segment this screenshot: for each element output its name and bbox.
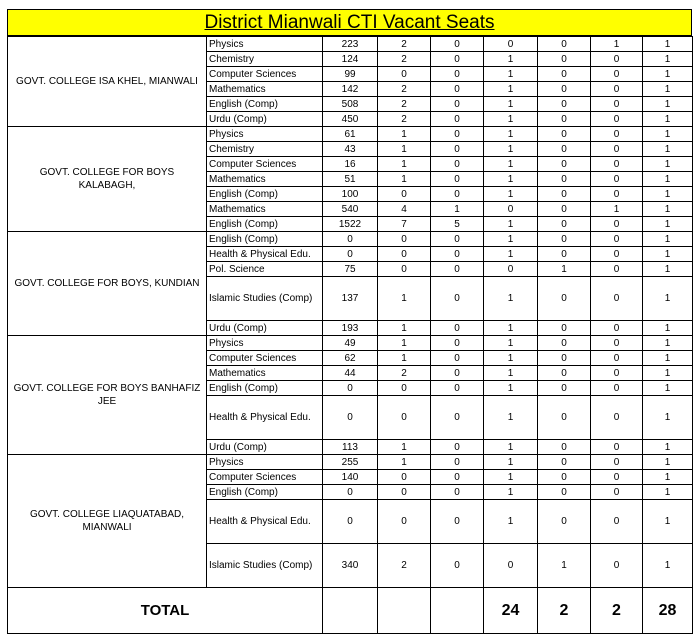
value-cell-c1: 16 <box>323 157 378 172</box>
value-cell-c7: 1 <box>643 202 693 217</box>
value-cell-c7: 1 <box>643 157 693 172</box>
value-cell-c3: 0 <box>431 455 484 470</box>
value-cell-c7: 1 <box>643 97 693 112</box>
table-row <box>8 37 693 52</box>
college-name: GOVT. COLLEGE FOR BOYS KALABAGH, <box>8 127 207 232</box>
value-cell-c3: 0 <box>431 336 484 351</box>
value-cell-c2: 0 <box>378 381 431 396</box>
value-cell-c3: 0 <box>431 97 484 112</box>
value-cell-c6: 0 <box>591 500 643 544</box>
value-cell-c1: 193 <box>323 321 378 336</box>
value-cell-c3: 0 <box>431 440 484 455</box>
value-cell-c2: 0 <box>378 500 431 544</box>
value-cell-c2: 2 <box>378 37 431 52</box>
value-cell-c4: 1 <box>484 247 538 262</box>
value-cell-c7: 1 <box>643 381 693 396</box>
value-cell-c4: 1 <box>484 396 538 440</box>
value-cell-c4: 1 <box>484 52 538 67</box>
value-cell-c5: 0 <box>538 142 591 157</box>
value-cell-c2: 0 <box>378 247 431 262</box>
subject-cell: English (Comp) <box>207 381 323 396</box>
subject-cell: Islamic Studies (Comp) <box>207 277 323 321</box>
value-cell-c3: 0 <box>431 172 484 187</box>
value-cell-c2: 1 <box>378 336 431 351</box>
value-cell-c7: 1 <box>643 485 693 500</box>
college-name: GOVT. COLLEGE FOR BOYS, KUNDIAN <box>8 232 207 336</box>
subject-cell: Urdu (Comp) <box>207 440 323 455</box>
value-cell-c6: 0 <box>591 247 643 262</box>
value-cell-c7: 1 <box>643 172 693 187</box>
subject-cell: Physics <box>207 37 323 52</box>
value-cell-c1: 61 <box>323 127 378 142</box>
value-cell-c1: 0 <box>323 485 378 500</box>
value-cell-c2: 0 <box>378 396 431 440</box>
value-cell-c2: 1 <box>378 440 431 455</box>
value-cell-c4: 1 <box>484 470 538 485</box>
value-cell-c7: 1 <box>643 127 693 142</box>
table-row <box>8 455 693 470</box>
total-value-c4: 24 <box>484 588 538 634</box>
value-cell-c1: 140 <box>323 470 378 485</box>
value-cell-c6: 0 <box>591 82 643 97</box>
subject-cell: Urdu (Comp) <box>207 321 323 336</box>
value-cell-c7: 1 <box>643 366 693 381</box>
value-cell-c5: 0 <box>538 187 591 202</box>
value-cell-c5: 0 <box>538 366 591 381</box>
value-cell-c3: 0 <box>431 187 484 202</box>
value-cell-c5: 0 <box>538 470 591 485</box>
college-name: GOVT. COLLEGE FOR BOYS BANHAFIZ JEE <box>8 336 207 455</box>
value-cell-c3: 0 <box>431 112 484 127</box>
value-cell-c6: 0 <box>591 67 643 82</box>
value-cell-c7: 1 <box>643 351 693 366</box>
value-cell-c5: 0 <box>538 37 591 52</box>
value-cell-c4: 1 <box>484 127 538 142</box>
value-cell-c5: 0 <box>538 97 591 112</box>
subject-cell: Mathematics <box>207 82 323 97</box>
value-cell-c1: 450 <box>323 112 378 127</box>
value-cell-c1: 0 <box>323 247 378 262</box>
subject-cell: Physics <box>207 336 323 351</box>
value-cell-c4: 1 <box>484 366 538 381</box>
value-cell-c1: 137 <box>323 277 378 321</box>
value-cell-c5: 0 <box>538 67 591 82</box>
sheet-title <box>7 9 692 36</box>
value-cell-c7: 1 <box>643 82 693 97</box>
value-cell-c1: 142 <box>323 82 378 97</box>
subject-cell: English (Comp) <box>207 485 323 500</box>
value-cell-c4: 1 <box>484 67 538 82</box>
value-cell-c5: 0 <box>538 52 591 67</box>
table-row <box>8 336 693 351</box>
value-cell-c1: 75 <box>323 262 378 277</box>
value-cell-c3: 0 <box>431 232 484 247</box>
value-cell-c3: 0 <box>431 351 484 366</box>
value-cell-c7: 1 <box>643 544 693 588</box>
value-cell-c2: 0 <box>378 187 431 202</box>
value-cell-c7: 1 <box>643 277 693 321</box>
value-cell-c6: 0 <box>591 366 643 381</box>
value-cell-c5: 1 <box>538 544 591 588</box>
value-cell-c5: 0 <box>538 82 591 97</box>
value-cell-c2: 2 <box>378 366 431 381</box>
total-value-c7: 28 <box>643 588 693 634</box>
subject-cell: Mathematics <box>207 366 323 381</box>
value-cell-c1: 340 <box>323 544 378 588</box>
value-cell-c4: 1 <box>484 157 538 172</box>
value-cell-c3: 0 <box>431 381 484 396</box>
value-cell-c3: 0 <box>431 396 484 440</box>
value-cell-c4: 1 <box>484 500 538 544</box>
value-cell-c1: 223 <box>323 37 378 52</box>
subject-cell: English (Comp) <box>207 232 323 247</box>
value-cell-c6: 0 <box>591 127 643 142</box>
value-cell-c6: 0 <box>591 336 643 351</box>
value-cell-c2: 1 <box>378 321 431 336</box>
value-cell-c2: 1 <box>378 277 431 321</box>
value-cell-c5: 0 <box>538 455 591 470</box>
value-cell-c3: 0 <box>431 142 484 157</box>
subject-cell: Computer Sciences <box>207 470 323 485</box>
value-cell-c2: 1 <box>378 157 431 172</box>
value-cell-c4: 1 <box>484 440 538 455</box>
value-cell-c2: 2 <box>378 52 431 67</box>
value-cell-c2: 2 <box>378 112 431 127</box>
value-cell-c4: 0 <box>484 37 538 52</box>
subject-cell: Pol. Science <box>207 262 323 277</box>
value-cell-c6: 1 <box>591 202 643 217</box>
value-cell-c3: 0 <box>431 247 484 262</box>
value-cell-c4: 0 <box>484 202 538 217</box>
table-body <box>8 37 693 634</box>
value-cell-c5: 0 <box>538 485 591 500</box>
value-cell-c2: 2 <box>378 97 431 112</box>
subject-cell: Chemistry <box>207 142 323 157</box>
subject-cell: English (Comp) <box>207 217 323 232</box>
value-cell-c5: 0 <box>538 381 591 396</box>
value-cell-c7: 1 <box>643 396 693 440</box>
value-cell-c7: 1 <box>643 37 693 52</box>
college-name: GOVT. COLLEGE LIAQUATABAD, MIANWALI <box>8 455 207 588</box>
subject-cell: English (Comp) <box>207 187 323 202</box>
value-cell-c2: 0 <box>378 67 431 82</box>
value-cell-c2: 1 <box>378 142 431 157</box>
value-cell-c5: 1 <box>538 262 591 277</box>
value-cell-c3: 0 <box>431 470 484 485</box>
value-cell-c3: 0 <box>431 485 484 500</box>
college-name: GOVT. COLLEGE ISA KHEL, MIANWALI <box>8 37 207 127</box>
value-cell-c4: 1 <box>484 142 538 157</box>
value-cell-c6: 0 <box>591 455 643 470</box>
value-cell-c3: 0 <box>431 127 484 142</box>
value-cell-c7: 1 <box>643 336 693 351</box>
value-cell-c4: 1 <box>484 82 538 97</box>
value-cell-c5: 0 <box>538 396 591 440</box>
value-cell-c5: 0 <box>538 247 591 262</box>
value-cell-c6: 1 <box>591 37 643 52</box>
value-cell-c3: 0 <box>431 321 484 336</box>
value-cell-c1: 540 <box>323 202 378 217</box>
value-cell-c7: 1 <box>643 455 693 470</box>
value-cell-c5: 0 <box>538 277 591 321</box>
value-cell-c7: 1 <box>643 440 693 455</box>
value-cell-c5: 0 <box>538 351 591 366</box>
subject-cell: Computer Sciences <box>207 351 323 366</box>
value-cell-c6: 0 <box>591 187 643 202</box>
value-cell-c3: 0 <box>431 500 484 544</box>
value-cell-c6: 0 <box>591 112 643 127</box>
value-cell-c5: 0 <box>538 321 591 336</box>
value-cell-c4: 0 <box>484 262 538 277</box>
subject-cell: Physics <box>207 127 323 142</box>
value-cell-c5: 0 <box>538 202 591 217</box>
value-cell-c3: 0 <box>431 544 484 588</box>
value-cell-c6: 0 <box>591 396 643 440</box>
value-cell-c4: 1 <box>484 485 538 500</box>
value-cell-c3: 5 <box>431 217 484 232</box>
value-cell-c5: 0 <box>538 127 591 142</box>
value-cell-c7: 1 <box>643 470 693 485</box>
subject-cell: Health & Physical Edu. <box>207 247 323 262</box>
subject-cell: Health & Physical Edu. <box>207 500 323 544</box>
value-cell-c5: 0 <box>538 217 591 232</box>
value-cell-c4: 1 <box>484 232 538 247</box>
value-cell-c6: 0 <box>591 97 643 112</box>
table-row <box>8 127 693 142</box>
value-cell-c1: 508 <box>323 97 378 112</box>
value-cell-c4: 1 <box>484 321 538 336</box>
value-cell-c3: 0 <box>431 67 484 82</box>
value-cell-c2: 1 <box>378 351 431 366</box>
value-cell-c2: 2 <box>378 82 431 97</box>
value-cell-c2: 1 <box>378 127 431 142</box>
total-value-c5: 2 <box>538 588 591 634</box>
value-cell-c1: 51 <box>323 172 378 187</box>
value-cell-c4: 1 <box>484 381 538 396</box>
value-cell-c6: 0 <box>591 544 643 588</box>
value-cell-c7: 1 <box>643 67 693 82</box>
subject-cell: Computer Sciences <box>207 67 323 82</box>
total-label: TOTAL <box>8 588 323 634</box>
value-cell-c7: 1 <box>643 232 693 247</box>
value-cell-c7: 1 <box>643 321 693 336</box>
value-cell-c4: 1 <box>484 97 538 112</box>
value-cell-c7: 1 <box>643 262 693 277</box>
value-cell-c6: 0 <box>591 142 643 157</box>
value-cell-c6: 0 <box>591 381 643 396</box>
value-cell-c1: 124 <box>323 52 378 67</box>
value-cell-c1: 43 <box>323 142 378 157</box>
total-empty-cell <box>323 588 378 634</box>
value-cell-c7: 1 <box>643 112 693 127</box>
value-cell-c3: 0 <box>431 52 484 67</box>
sheet-title-text: District Mianwali CTI Vacant Seats <box>204 11 495 33</box>
value-cell-c1: 99 <box>323 67 378 82</box>
subject-cell: Physics <box>207 455 323 470</box>
value-cell-c2: 1 <box>378 172 431 187</box>
value-cell-c2: 7 <box>378 217 431 232</box>
value-cell-c1: 1522 <box>323 217 378 232</box>
value-cell-c6: 0 <box>591 232 643 247</box>
value-cell-c6: 0 <box>591 321 643 336</box>
value-cell-c7: 1 <box>643 142 693 157</box>
table-row <box>8 232 693 247</box>
value-cell-c1: 0 <box>323 381 378 396</box>
value-cell-c2: 0 <box>378 262 431 277</box>
value-cell-c5: 0 <box>538 440 591 455</box>
subject-cell: Computer Sciences <box>207 157 323 172</box>
value-cell-c4: 1 <box>484 277 538 321</box>
value-cell-c4: 1 <box>484 455 538 470</box>
value-cell-c5: 0 <box>538 157 591 172</box>
subject-cell: Health & Physical Edu. <box>207 396 323 440</box>
subject-cell: Mathematics <box>207 202 323 217</box>
total-row <box>8 588 693 634</box>
value-cell-c5: 0 <box>538 336 591 351</box>
value-cell-c5: 0 <box>538 112 591 127</box>
total-empty-cell <box>431 588 484 634</box>
vacant-seats-table <box>7 36 693 634</box>
value-cell-c6: 0 <box>591 262 643 277</box>
total-value-c6: 2 <box>591 588 643 634</box>
value-cell-c7: 1 <box>643 187 693 202</box>
value-cell-c7: 1 <box>643 247 693 262</box>
value-cell-c6: 0 <box>591 172 643 187</box>
value-cell-c1: 62 <box>323 351 378 366</box>
value-cell-c6: 0 <box>591 217 643 232</box>
value-cell-c2: 0 <box>378 470 431 485</box>
value-cell-c6: 0 <box>591 485 643 500</box>
value-cell-c2: 0 <box>378 485 431 500</box>
subject-cell: Islamic Studies (Comp) <box>207 544 323 588</box>
value-cell-c4: 1 <box>484 112 538 127</box>
value-cell-c5: 0 <box>538 232 591 247</box>
subject-cell: Urdu (Comp) <box>207 112 323 127</box>
value-cell-c1: 0 <box>323 500 378 544</box>
value-cell-c3: 0 <box>431 37 484 52</box>
value-cell-c3: 0 <box>431 157 484 172</box>
value-cell-c6: 0 <box>591 157 643 172</box>
value-cell-c1: 0 <box>323 232 378 247</box>
value-cell-c1: 0 <box>323 396 378 440</box>
value-cell-c2: 0 <box>378 232 431 247</box>
value-cell-c6: 0 <box>591 277 643 321</box>
value-cell-c1: 100 <box>323 187 378 202</box>
vacant-seats-sheet <box>7 9 692 634</box>
value-cell-c3: 0 <box>431 277 484 321</box>
subject-cell: Chemistry <box>207 52 323 67</box>
value-cell-c6: 0 <box>591 52 643 67</box>
value-cell-c6: 0 <box>591 440 643 455</box>
value-cell-c7: 1 <box>643 52 693 67</box>
value-cell-c6: 0 <box>591 351 643 366</box>
value-cell-c5: 0 <box>538 172 591 187</box>
value-cell-c3: 1 <box>431 202 484 217</box>
value-cell-c4: 1 <box>484 187 538 202</box>
value-cell-c4: 0 <box>484 544 538 588</box>
value-cell-c1: 49 <box>323 336 378 351</box>
value-cell-c4: 1 <box>484 351 538 366</box>
value-cell-c1: 44 <box>323 366 378 381</box>
value-cell-c3: 0 <box>431 82 484 97</box>
value-cell-c3: 0 <box>431 366 484 381</box>
value-cell-c7: 1 <box>643 217 693 232</box>
value-cell-c4: 1 <box>484 336 538 351</box>
value-cell-c6: 0 <box>591 470 643 485</box>
value-cell-c3: 0 <box>431 262 484 277</box>
total-empty-cell <box>378 588 431 634</box>
value-cell-c5: 0 <box>538 500 591 544</box>
subject-cell: Mathematics <box>207 172 323 187</box>
value-cell-c1: 255 <box>323 455 378 470</box>
value-cell-c2: 2 <box>378 544 431 588</box>
value-cell-c2: 1 <box>378 455 431 470</box>
value-cell-c2: 4 <box>378 202 431 217</box>
value-cell-c1: 113 <box>323 440 378 455</box>
value-cell-c7: 1 <box>643 500 693 544</box>
subject-cell: English (Comp) <box>207 97 323 112</box>
value-cell-c4: 1 <box>484 172 538 187</box>
value-cell-c4: 1 <box>484 217 538 232</box>
